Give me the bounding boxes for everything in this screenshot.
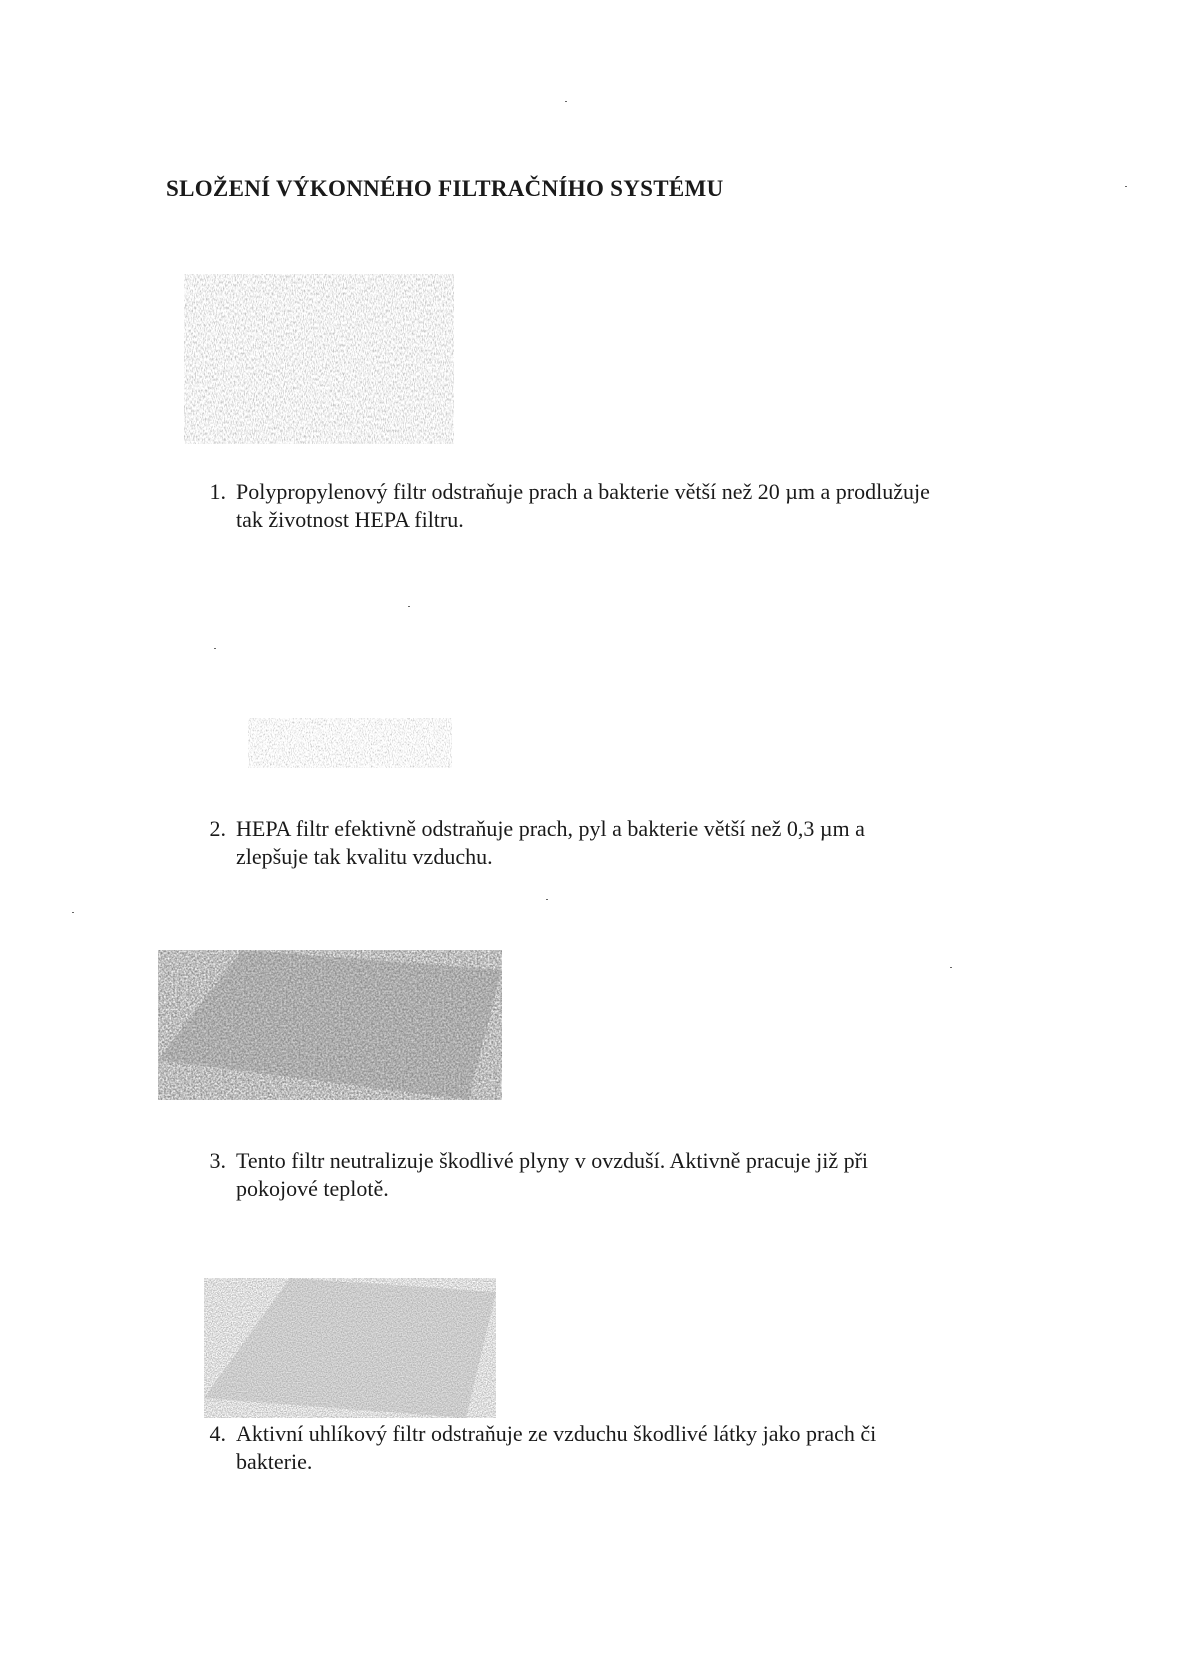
mesh-filter-image (150, 940, 510, 1120)
scan-speck (72, 912, 74, 913)
hepa-filter-image (160, 690, 460, 770)
item-text-line: bakterie. (236, 1449, 313, 1474)
scan-speck (546, 899, 548, 900)
item-text-line: pokojové teplotě. (236, 1176, 389, 1201)
scan-speck (950, 967, 952, 968)
scan-speck (1125, 186, 1127, 187)
item-text-line: HEPA filtr efektivně odstraňuje prach, pyl a bakterie větší než 0,3 µm a (236, 816, 865, 841)
scan-speck (408, 606, 410, 607)
item-text-line: tak životnost HEPA filtru. (236, 507, 464, 532)
item-text-line: Polypropylenový filtr odstraňuje prach a bakterie větší než 20 µm a prodlužuje (236, 479, 930, 504)
list-item (192, 1147, 1032, 1203)
item-number: 2. (209, 816, 226, 841)
item-text-line: zlepšuje tak kvalitu vzduchu. (236, 844, 493, 869)
carbon-filter-image (200, 1270, 500, 1430)
list-item (192, 815, 1032, 871)
scan-speck (214, 648, 216, 649)
list-item (192, 1420, 1032, 1476)
scan-speck (565, 101, 567, 102)
list-item (192, 478, 1032, 534)
item-text-line: Tento filtr neutralizuje škodlivé plyny v ovzduší. Aktivně pracuje již při (236, 1148, 869, 1173)
polypropylene-filter-image (180, 270, 460, 450)
item-number: 4. (209, 1421, 226, 1446)
item-text-line: Aktivní uhlíkový filtr odstraňuje ze vzduchu škodlivé látky jako prach či (236, 1421, 877, 1446)
item-number: 1. (209, 479, 226, 504)
page-title: SLOŽENÍ VÝKONNÉHO FILTRAČNÍHO SYSTÉMU (166, 176, 724, 201)
item-number: 3. (209, 1148, 226, 1173)
